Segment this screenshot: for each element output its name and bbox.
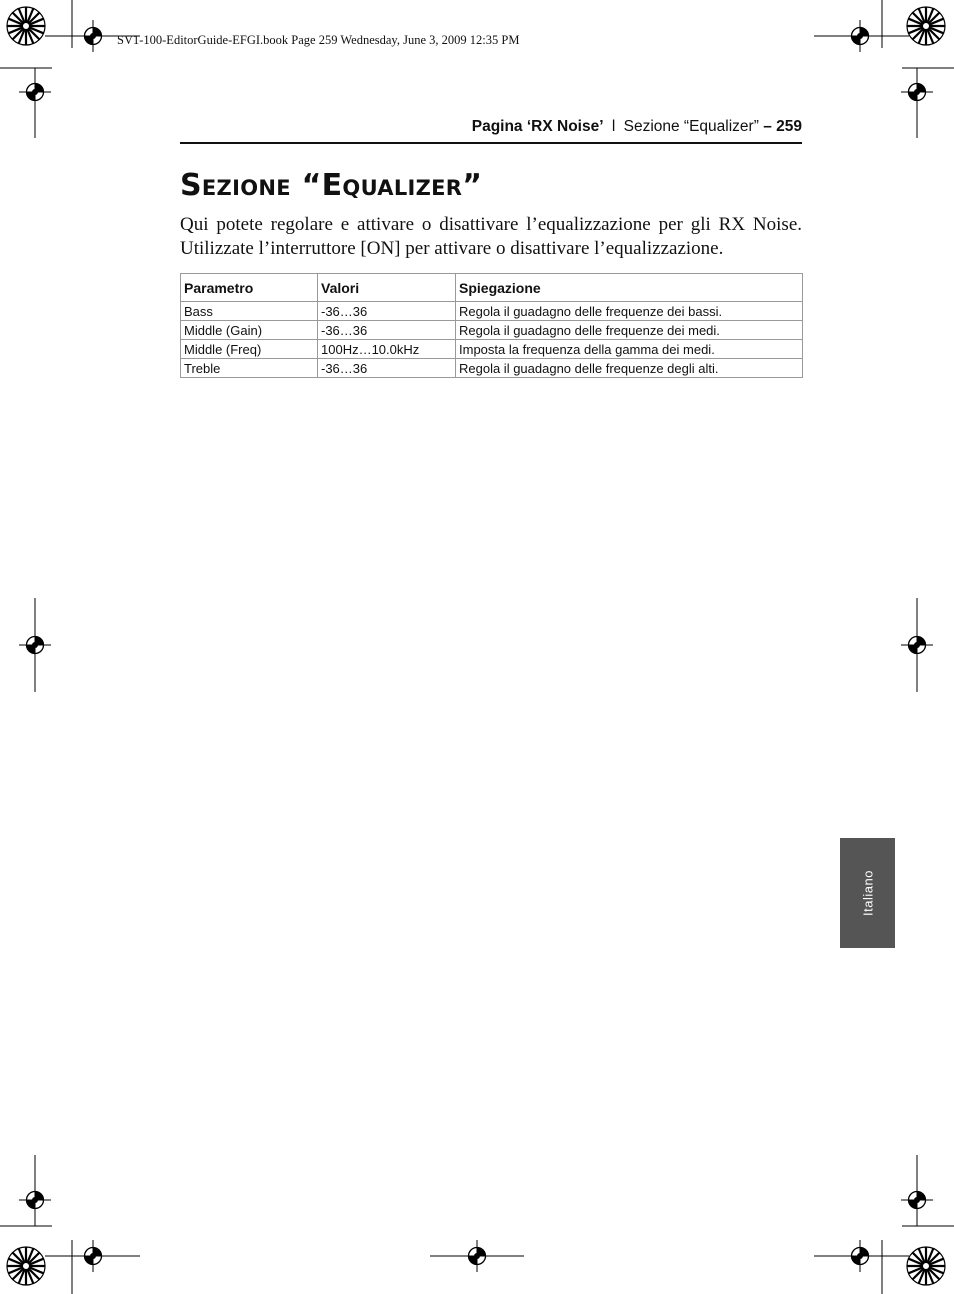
corner-star-top-right	[907, 7, 945, 45]
table-cell: Middle (Gain)	[181, 321, 318, 340]
registration-mark	[901, 1184, 933, 1216]
running-head-section: Sezione “Equalizer”	[623, 118, 759, 135]
table-cell: Regola il guadagno delle frequenze dei bassi.	[456, 302, 803, 321]
table-cell: -36…36	[318, 321, 456, 340]
table-cell: -36…36	[318, 302, 456, 321]
table-cell: Bass	[181, 302, 318, 321]
running-head-dash: –	[763, 118, 772, 135]
table-cell: -36…36	[318, 359, 456, 378]
table-cell: Regola il guadagno delle frequenze dei medi.	[456, 321, 803, 340]
table-cell: Treble	[181, 359, 318, 378]
table-cell: Imposta la frequenza della gamma dei medi.	[456, 340, 803, 359]
corner-star-top-left	[7, 7, 45, 45]
registration-mark	[844, 20, 876, 52]
running-head-separator: l	[611, 118, 616, 135]
parameter-table	[180, 273, 803, 378]
page-number: 259	[776, 118, 802, 135]
table-cell: Regola il guadagno delle frequenze degli alti.	[456, 359, 803, 378]
table-cell: 100Hz…10.0kHz	[318, 340, 456, 359]
column-header-parametro: Parametro	[181, 274, 318, 302]
table-row	[181, 359, 803, 378]
table-cell: Middle (Freq)	[181, 340, 318, 359]
registration-mark	[77, 1240, 109, 1272]
running-head-page-label: Pagina ‘RX Noise’	[471, 118, 604, 135]
registration-mark	[19, 76, 51, 108]
slug-line: SV1-100-EditorGuide-EFGI.book Page 259 Wednesday, June 3, 2009 12:35 PM	[117, 33, 520, 47]
registration-mark	[77, 20, 109, 52]
table-header-row	[181, 274, 803, 302]
language-tab	[840, 838, 895, 948]
table-row	[181, 302, 803, 321]
registration-mark	[19, 629, 51, 661]
language-tab-label: Italiano	[860, 870, 875, 916]
running-head	[180, 118, 802, 136]
header-rule	[180, 142, 802, 144]
registration-mark	[461, 1240, 493, 1272]
column-header-valori: Valori	[318, 274, 456, 302]
registration-mark	[901, 76, 933, 108]
section-title: Sezione “Equalizer”	[180, 168, 483, 203]
table-row	[181, 340, 803, 359]
registration-mark	[844, 1240, 876, 1272]
registration-mark	[19, 1184, 51, 1216]
corner-star-bottom-left	[7, 1247, 45, 1285]
intro-paragraph: Qui potete regolare e attivare o disattivare l’equalizzazione per gli RX Noise. Utilizzate l’interruttore [ON] per attivare o disattivare l’equalizzazione.	[180, 214, 802, 259]
corner-star-bottom-right	[907, 1247, 945, 1285]
table-row	[181, 321, 803, 340]
column-header-spiegazione: Spiegazione	[456, 274, 803, 302]
registration-mark	[901, 629, 933, 661]
